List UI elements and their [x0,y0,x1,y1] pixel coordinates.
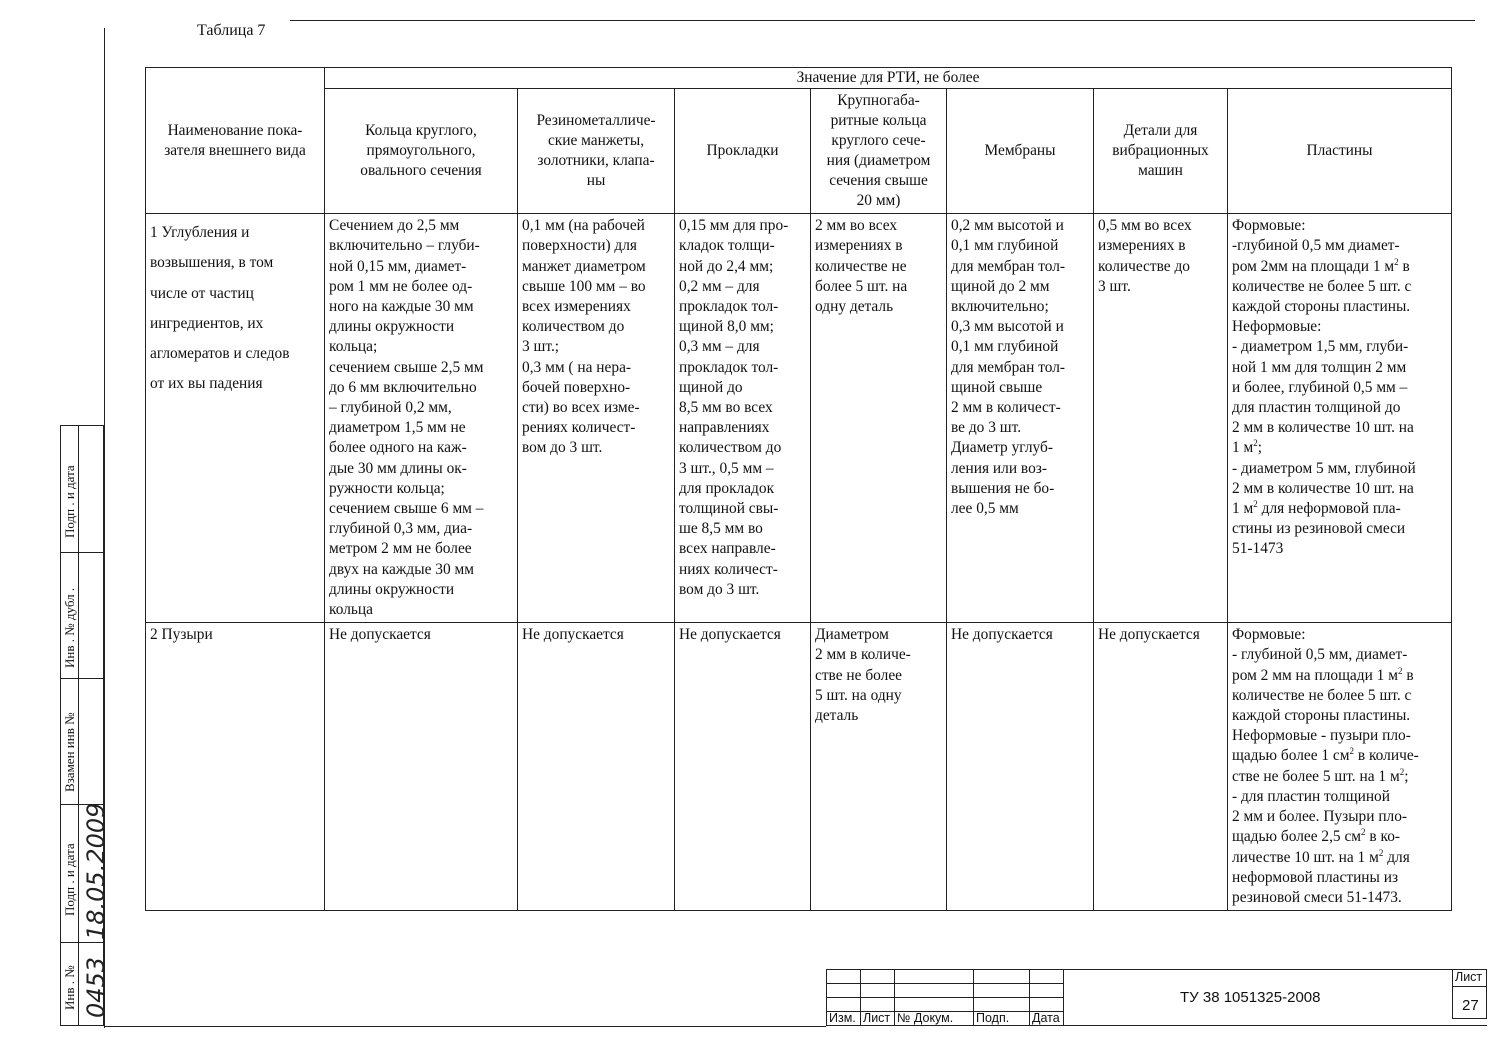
cell-large-rings: 2 мм во всех измерениях в количестве не более 5 шт. на одну деталь [811,214,947,623]
cell-metal-cuffs: Не допускается [518,623,675,911]
handwritten-inv-number: 0453 [82,956,110,1018]
cell-membranes: Не допускается [947,623,1094,911]
stamp-label-sign-date: Подп . и дата [62,465,77,538]
stamp-label-replace-inv: Взамен инв № [62,712,77,792]
title-label-sheet: Лист [861,1012,895,1026]
cell-gaskets: 0,15 мм для про- кладок толщи- ной до 2,4 мм; 0,2 мм – для прокладок тол- щиной 8,0 мм; 0,3 мм – для прокладок тол- щиной до 8,5 мм во всех направлениях количеством до 3 шт., 0,5 мм – для прокладок толщиной свы- ше 8,5 мм во всех направле- ниях количест- вом до 3 шт. [675,214,811,623]
title-block-bottom-rule [1062,1025,1487,1026]
table-row [146,623,1452,911]
sheet-divider [1452,986,1487,987]
header-group-title: Значение для РТИ, не более [325,68,1452,89]
sheet-number: 27 [1462,997,1479,1014]
title-label-date: Дата [1030,1012,1064,1026]
cell-vibration-parts: Не допускается [1094,623,1228,911]
cell-plates: Формовые: -глубиной 0,5 мм диамет- ром 2мм на площади 1 $м^2$ в количестве не более 5 шт. с каждой стороны пластины. Неформовые: - диаметром 1,5 мм, глуби- ной 1 мм для толщин 2 мм и более, глубиной 0,5 мм – для пластин толщиной до 2 мм в количестве 10 шт. на 1 $м^2$; - диаметром 5 мм, глубиной 2 мм в количестве 10 шт. на 1 $м^2$ для неформовой пла- стины из резиновой смеси 51-1473 [1228,214,1452,623]
table-row [146,214,1452,623]
table-caption: Таблица 7 [197,22,266,39]
row-name: 2 Пузыри [146,623,325,911]
cell-rings: Сечением до 2,5 мм включительно – глуби- ной 0,15 мм, диамет- ром 1 мм не более од- ного на каждые 30 мм длины окружности кольца; сечением свыше 2,5 мм до 6 мм включительно – глубиной 0,2 мм, диаметром 1,5 мм не более одного на каж- дые 30 мм длины ок- ружности кольца; сечением свыше 6 мм – глубиной 0,3 мм, диа- метром 2 мм не более двух на каждые 30 мм длины окружности кольца [325,214,518,623]
cell-plates: Формовые: - глубиной 0,5 мм, диамет- ром 2 мм на площади 1 $м^2$ в количестве не более 5 шт. с каждой стороны пластины. Неформовые - пузыри пло- щадью более 1 $см^2$ в количе- стве не более 5 шт. на 1 $м^2$; - для пластин толщиной 2 мм и более. Пузыри пло- щадью более 2,5 $см^2$ в ко- личестве 10 шт. на 1 $м^2$ для неформовой пластины из резиновой смеси 51-1473. [1228,623,1452,911]
sheet-label: Лист [1455,970,1483,984]
title-label-doc-number: № Докум. [895,1012,974,1026]
header-large-rings: Крупногаба- ритные кольца круглого сече- ния (диаметром сечения свыше 20 мм) [811,89,947,214]
cell-vibration-parts: 0,5 мм во всех измерениях в количестве до 3 шт. [1094,214,1228,623]
header-vibration-parts: Детали для вибрационных машин [1094,89,1228,214]
top-rule [290,20,1475,21]
title-label-signature: Подп. [974,1012,1030,1026]
cell-metal-cuffs: 0,1 мм (на рабочей поверхности) для манжет диаметром свыше 100 мм – во всех измерениях количеством до 3 шт.; 0,3 мм ( на нера- бочей поверхно- сти) во всех изме- рениях количест- вом до 3 шт. [518,214,675,623]
header-indicator-name: Наименование пока- зателя внешнего вида [146,68,325,214]
title-label-change: Изм. [827,1012,861,1026]
cell-rings: Не допускается [325,623,518,911]
cell-large-rings: Диаметром 2 мм в количе- стве не более 5 шт. на одну деталь [811,623,947,911]
document-code: ТУ 38 1051325-2008 [1180,989,1321,1006]
header-rings: Кольца круглого, прямоугольного, овального сечения [325,89,518,214]
properties-table [145,67,1452,911]
cell-gaskets: Не допускается [675,623,811,911]
cell-membranes: 0,2 мм высотой и 0,1 мм глубиной для мембран тол- щиной до 2 мм включительно; 0,3 мм высотой и 0,1 мм глубиной для мембран тол- щиной свыше 2 мм в количест- ве до 3 шт. Диаметр углуб- ления или воз- вышения не бо- лее 0,5 мм [947,214,1094,623]
row-name: 1 Углубления и возвышения, в том числе от частиц ингредиентов, их агломератов и следов от их вы падения [146,214,325,623]
header-gaskets: Прокладки [675,89,811,214]
stamp-label-sign-date-2: Подп . и дата [62,843,77,916]
handwritten-date: 18.05.2009 [82,802,110,940]
stamp-label-inv: Инв . № [62,965,77,1010]
title-block-top-rule [1062,969,1487,970]
title-block [826,969,1064,1026]
header-plates: Пластины [1228,89,1452,214]
stamp-label-dup-inv: Инв . № дубл . [62,587,77,668]
header-membranes: Мембраны [947,89,1094,214]
header-metal-cuffs: Резинометалличе- ские манжеты, золотники, клапа- ны [518,89,675,214]
bottom-rule [104,1026,826,1027]
